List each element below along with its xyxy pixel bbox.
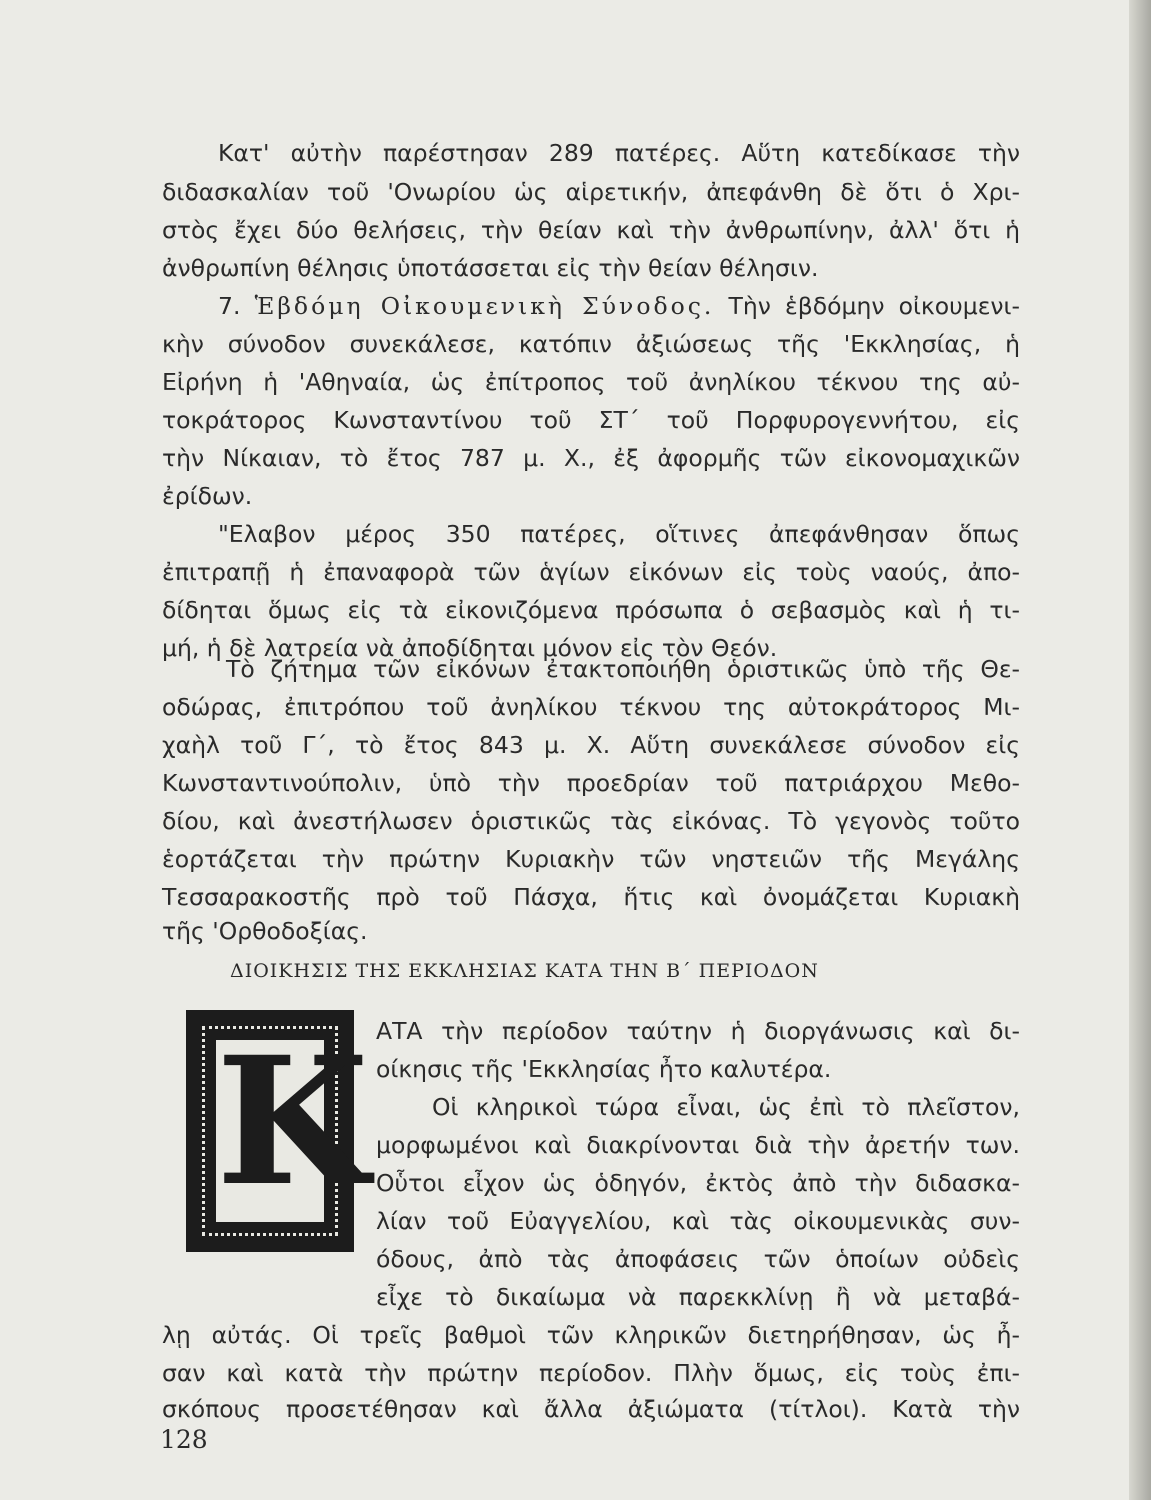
text-line: χαὴλ τοῦ Γ΄, τὸ ἔτος 843 μ. Χ. Αὕτη συνεκάλεσε σύνοδον εἰς: [162, 731, 1020, 759]
text-line: εἶχε τὸ δικαίωμα νὰ παρεκκλίνῃ ἢ νὰ μεταβά-: [376, 1283, 1020, 1311]
text-line: τῆς 'Ορθοδοξίας.: [162, 917, 368, 945]
drop-cap-panel: [214, 1018, 369, 1225]
text-line: λίαν τοῦ Εὐαγγελίου, καὶ τὰς οἰκουμενικὰς συν-: [376, 1207, 1020, 1235]
text-line: Κωνσταντινούπολιν, ὑπὸ τὴν προεδρίαν τοῦ πατριάρχου Μεθο-: [162, 769, 1020, 797]
text-line: τοκράτορος Κωνσταντίνου τοῦ ΣΤ΄ τοῦ Πορφυρογεννήτου, εἰς: [162, 406, 1020, 434]
page-number: 128: [160, 1425, 208, 1454]
synod-heading-line: [162, 289, 1020, 323]
text-line: ἀνθρωπίνη θέλησις ὑποτάσσεται εἰς τὴν θείαν θέλησιν.: [162, 254, 819, 282]
text-line: ἐρίδων.: [162, 482, 253, 510]
text-line: δίδηται ὅμως εἰς τὰ εἰκονιζόμενα πρόσωπα ὁ σεβασμὸς καὶ ἡ τι-: [162, 596, 1020, 624]
text-line: Οὗτοι εἶχον ὡς ὁδηγόν, ἐκτὸς ἀπὸ τὴν διδασκα-: [376, 1169, 1020, 1197]
text-line: διδασκαλίαν τοῦ 'Ονωρίου ὡς αἱρετικήν, ἀπεφάνθη δὲ ὅτι ὁ Χρι-: [162, 178, 1020, 206]
text-line: Τεσσαρακοστῆς πρὸ τοῦ Πάσχα, ἥτις καὶ ὀνομάζεται Κυριακὴ: [162, 883, 1020, 911]
drop-cap-letter: Κ: [216, 1018, 369, 1225]
drop-cap-ornament: [186, 1010, 369, 1252]
text-line: ἑορτάζεται τὴν πρώτην Κυριακὴν τῶν νηστειῶν τῆς Μεγάλης: [162, 845, 1020, 873]
text-line: κὴν σύνοδον συνεκάλεσε, κατόπιν ἀξιώσεως τῆς 'Εκκλησίας, ἡ: [162, 330, 1020, 358]
text-line: δίου, καὶ ἀνεστήλωσεν ὁριστικῶς τὰς εἰκόνας. Τὸ γεγονὸς τοῦτο: [162, 807, 1020, 835]
page-edge-shadow: [1129, 0, 1151, 1500]
section-heading: ΔΙΟΙΚΗΣΙΣ ΤΗΣ ΕΚΚΛΗΣΙΑΣ ΚΑΤΑ ΤΗΝ Β΄ ΠΕΡΙΟΔΟΝ: [230, 960, 819, 982]
synod-number: 7.: [218, 292, 241, 320]
text-line: Τὸ ζήτημα τῶν εἰκόνων ἐτακτοποιήθη ὁριστικῶς ὑπὸ τῆς Θε-: [226, 655, 1020, 683]
text-line: Κατ' αὐτὴν παρέστησαν 289 πατέρες. Αὕτη κατεδίκασε τὴν: [218, 139, 1020, 167]
text-line: στὸς ἔχει δύο θελήσεις, τὴν θείαν καὶ τὴν ἀνθρωπίνην, ἀλλ' ὅτι ἡ: [162, 216, 1020, 244]
synod-title: Ἑβδόμη Οἰκουμενικὴ Σύνοδος.: [254, 292, 715, 320]
text-line: λῃ αὐτάς. Οἱ τρεῖς βαθμοὶ τῶν κληρικῶν διετηρήθησαν, ὡς ἦ-: [162, 1321, 1020, 1349]
text-line: οδώρας, ἐπιτρόπου τοῦ ἀνηλίκου τέκνου της αὐτοκράτορος Μι-: [162, 693, 1020, 721]
text-line: Εἰρήνη ἡ 'Αθηναία, ὡς ἐπίτροπος τοῦ ἀνηλίκου τέκνου της αὐ-: [162, 368, 1020, 396]
text-line: ΑΤΑ τὴν περίοδον ταύτην ἡ διοργάνωσις καὶ δι-: [376, 1017, 1020, 1045]
text-line: Οἱ κληρικοὶ τώρα εἶναι, ὡς ἐπὶ τὸ πλεῖστον,: [432, 1093, 1020, 1121]
text-line: όδους, ἀπὸ τὰς ἀποφάσεις τῶν ὁποίων οὐδεὶς: [376, 1245, 1020, 1273]
text-line: οίκησις τῆς 'Εκκλησίας ἦτο καλυτέρα.: [376, 1055, 832, 1083]
text-line: τὴν Νίκαιαν, τὸ ἔτος 787 μ. Χ., ἐξ ἀφορμῆς τῶν εἰκονομαχικῶν: [162, 444, 1020, 472]
synod-text: Τὴν ἑβδόμην οἰκουμενι-: [728, 292, 1020, 320]
text-line: μή, ἡ δὲ λατρεία νὰ ἀποδίδηται μόνον εἰς τὸν Θεόν.: [162, 634, 778, 662]
text-line: σαν καὶ κατὰ τὴν πρώτην περίοδον. Πλὴν ὅμως, εἰς τοὺς ἐπι-: [162, 1359, 1020, 1387]
text-line: ἐπιτραπῇ ἡ ἐπαναφορὰ τῶν ἁγίων εἰκόνων εἰς τοὺς ναούς, ἀπο-: [162, 558, 1020, 586]
text-line: μορφωμένοι καὶ διακρίνονται διὰ τὴν ἀρετήν των.: [376, 1131, 1020, 1159]
text-line: "Ελαβον μέρος 350 πατέρες, οἵτινες ἀπεφάνθησαν ὅπως: [218, 520, 1020, 548]
text-line: σκόπους προσετέθησαν καὶ ἄλλα ἀξιώματα (τίτλοι). Κατὰ τὴν: [162, 1395, 1020, 1423]
